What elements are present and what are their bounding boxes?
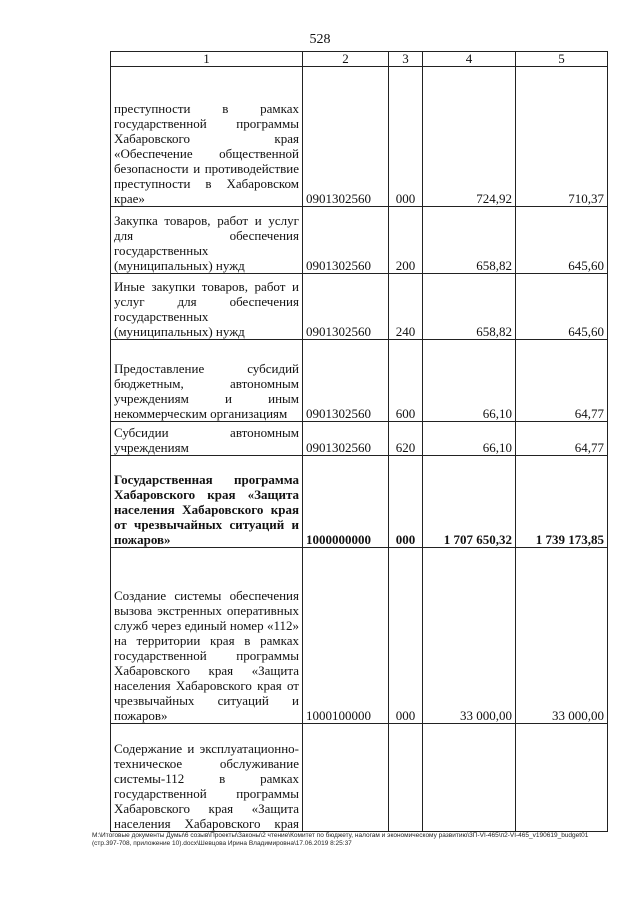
row-name: преступности в рамках государственной программы Хабаровского края «Обеспечение общественной безопасности и противодействие преступности в Хабаровском крае»	[111, 67, 303, 207]
row-value-col5: 645,60	[516, 207, 608, 274]
header-col-1: 1	[111, 52, 303, 67]
row-value-col4: 1 707 650,32	[423, 456, 516, 548]
row-name: Содержание и эксплуатационно-техническое обслуживание системы-112 в рамках государственной программы Хабаровского края «Защита населения Хабаровского края	[111, 724, 303, 832]
row-expense-type: 000	[389, 456, 423, 548]
page-number: 528	[309, 32, 331, 47]
row-value-col4: 658,82	[423, 274, 516, 340]
row-code: 1000000000	[303, 456, 389, 548]
row-value-col4: 66,10	[423, 340, 516, 422]
table-row	[111, 548, 608, 724]
row-value-col4: 66,10	[423, 422, 516, 456]
table-row	[111, 67, 608, 207]
row-expense-type: 200	[389, 207, 423, 274]
header-row	[111, 52, 608, 67]
row-value-col4: 724,92	[423, 67, 516, 207]
row-expense-type: 000	[389, 67, 423, 207]
row-code: 0901302560	[303, 422, 389, 456]
row-value-col5: 1 739 173,85	[516, 456, 608, 548]
row-value-col5: 64,77	[516, 422, 608, 456]
row-value-col5: 645,60	[516, 274, 608, 340]
row-expense-type	[389, 724, 423, 832]
table-row-program-total	[111, 456, 608, 548]
header-col-4: 4	[423, 52, 516, 67]
row-value-col4: 33 000,00	[423, 548, 516, 724]
row-expense-type: 000	[389, 548, 423, 724]
row-code: 0901302560	[303, 340, 389, 422]
row-code: 0901302560	[303, 274, 389, 340]
header-col-5: 5	[516, 52, 608, 67]
row-value-col5	[516, 724, 608, 832]
row-name: Предоставление субсидий бюджетным, автономным учреждениям и иным некоммерческим организациям	[111, 340, 303, 422]
table-row	[111, 724, 608, 832]
row-expense-type: 600	[389, 340, 423, 422]
header-col-2: 2	[303, 52, 389, 67]
row-name: Субсидии автономным учреждениям	[111, 422, 303, 456]
budget-table	[110, 51, 608, 832]
row-value-col5: 710,37	[516, 67, 608, 207]
row-name: Закупка товаров, работ и услуг для обеспечения государственных (муниципальных) нужд	[111, 207, 303, 274]
row-code	[303, 724, 389, 832]
row-expense-type: 240	[389, 274, 423, 340]
row-value-col5: 33 000,00	[516, 548, 608, 724]
row-code: 0901302560	[303, 67, 389, 207]
table-row	[111, 340, 608, 422]
row-name: Иные закупки товаров, работ и услуг для обеспечения государственных (муниципальных) нужд	[111, 274, 303, 340]
row-code: 1000100000	[303, 548, 389, 724]
row-name: Государственная программа Хабаровского края «Защита населения Хабаровского края от чрезвычайных ситуаций и пожаров»	[111, 456, 303, 548]
header-col-3: 3	[389, 52, 423, 67]
row-value-col5: 64,77	[516, 340, 608, 422]
table-row	[111, 422, 608, 456]
table-row	[111, 207, 608, 274]
row-expense-type: 620	[389, 422, 423, 456]
row-name: Создание системы обеспечения вызова экстренных оперативных служб через единый номер «112» на территории края в рамках государственной программы Хабаровского края «Защита населения Хабаровского края от чрезвычайных ситуаций и пожаров»	[111, 548, 303, 724]
row-value-col4	[423, 724, 516, 832]
document-path-footer: M:\Итоговые документы Думы\6 созыв\Проекты\Законы\2 чтение\Комитет по бюджету, налогам и экономическому развитию\3П-VI-465\п2-VI-465_v190619_budget01 (стр.397-708, приложение 10).docx\Шевцова Ирина Владимировна\17.06.2019 8:25:37	[92, 832, 589, 847]
table-row	[111, 274, 608, 340]
row-value-col4: 658,82	[423, 207, 516, 274]
row-code: 0901302560	[303, 207, 389, 274]
